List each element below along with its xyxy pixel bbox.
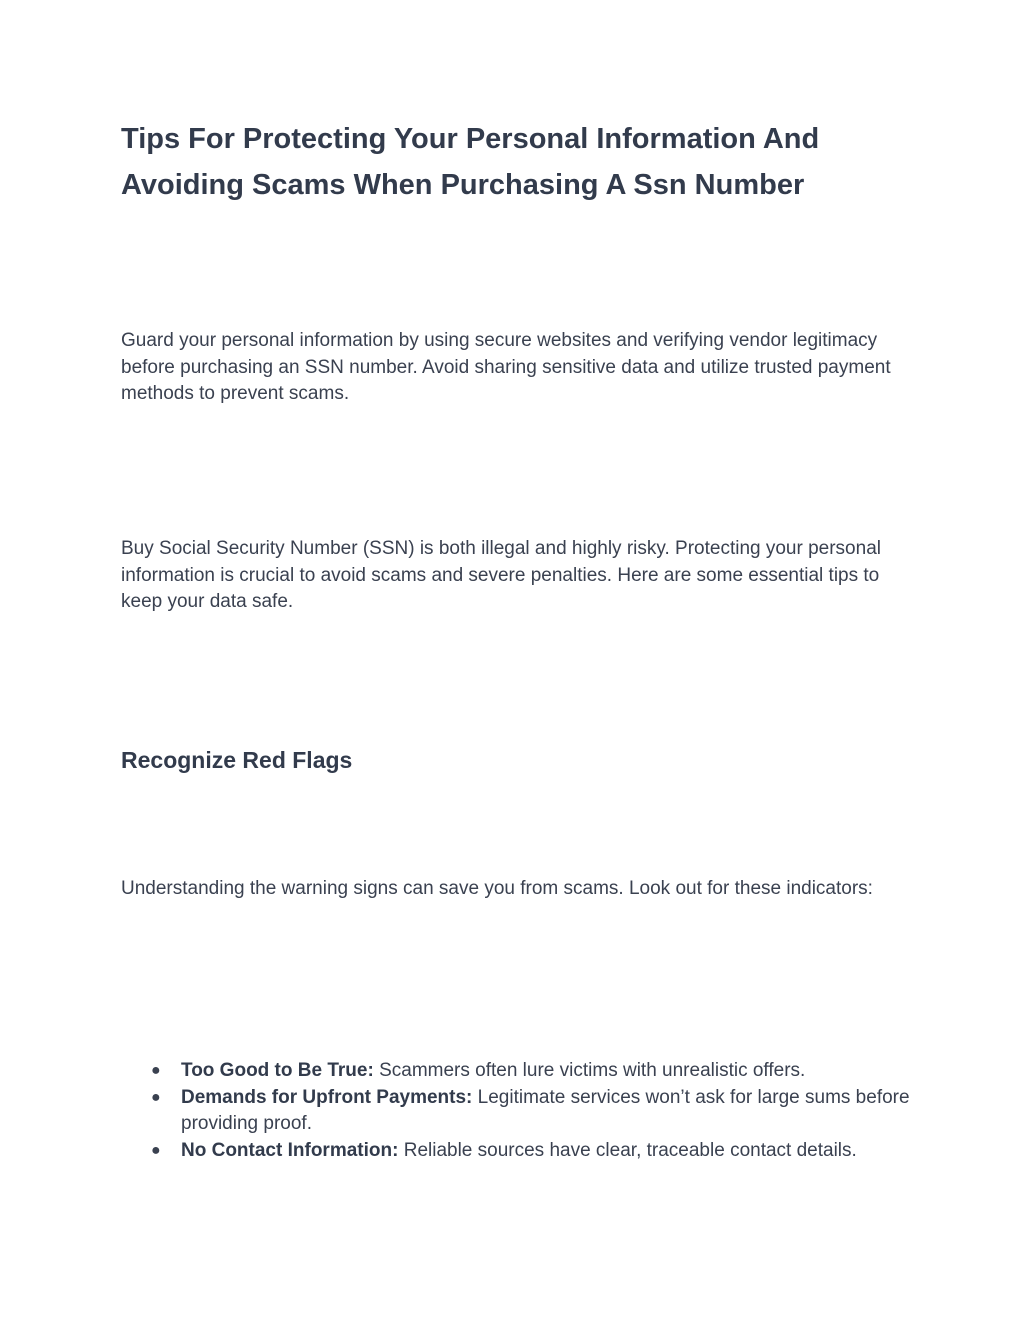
list-item-text: Scammers often lure victims with unrealistic offers. [373, 1060, 806, 1081]
list-item-term: No Contact Information: [181, 1140, 399, 1162]
section-heading: Recognize Red Flags [121, 747, 353, 773]
list-item [121, 1138, 911, 1165]
intro-paragraph: Guard your personal information by using secure websites and verifying vendor legitimacy before purchasing an SSN number. Avoid sharing sensitive data and utilize trusted payment methods to prevent scams. [121, 330, 891, 405]
list-item [121, 1085, 911, 1138]
warning-paragraph: Buy Social Security Number (SSN) is both illegal and highly risky. Protecting your personal information is crucial to avoid scams and severe penalties. Here are some essential tips to keep your data safe. [121, 538, 881, 613]
bullet-icon: ● [151, 1062, 161, 1079]
list-item-term: Demands for Upfront Payments: [181, 1086, 473, 1108]
section-intro-paragraph: Understanding the warning signs can save you from scams. Look out for these indicators: [121, 878, 873, 899]
page-title: Tips For Protecting Your Personal Information And Avoiding Scams When Purchasing A Ssn Number [121, 123, 820, 201]
list-item-term: Too Good to Be True: [181, 1060, 374, 1081]
bullet-icon: ● [151, 1142, 161, 1160]
list-item [121, 1058, 911, 1085]
red-flags-list [121, 1058, 911, 1165]
list-item-text: Reliable sources have clear, traceable contact details. [398, 1140, 857, 1162]
list-item-text: Legitimate services won’t ask for large sums before providing proof. [181, 1086, 910, 1135]
bullet-icon: ● [151, 1088, 161, 1106]
